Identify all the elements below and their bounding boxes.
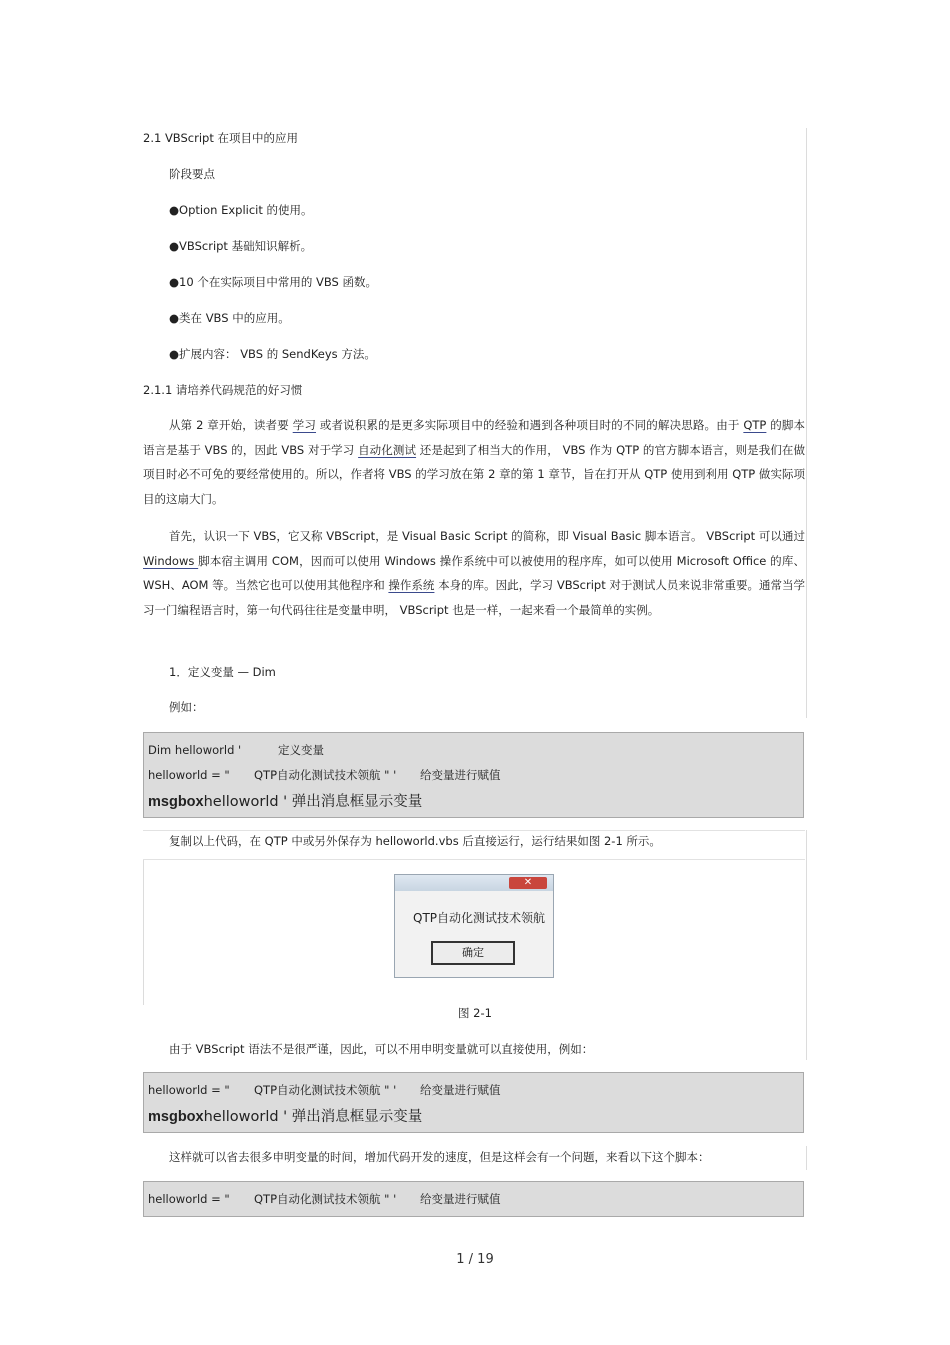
stage-points-title: 阶段要点 [169, 167, 215, 181]
code-block-3 [143, 1181, 804, 1217]
code-line: helloworld = " QTP自动化测试技术领航 " ' 给变量进行赋值 [148, 1192, 501, 1206]
link-windows[interactable]: Windows [143, 553, 199, 568]
link-study[interactable]: 学习 [292, 418, 317, 432]
code-line: msgboxhelloworld ' 弹出消息框显示变量 [148, 794, 423, 810]
section-divider [143, 830, 805, 831]
code-line: helloworld = " QTP自动化测试技术领航 " ' 给变量进行赋值 [148, 1083, 501, 1097]
bullet-item: ●扩展内容： VBS 的 SendKeys 方法。 [169, 347, 376, 361]
code-block-2 [143, 1072, 804, 1133]
step-heading: 1．定义变量 — Dim [169, 665, 276, 679]
close-icon[interactable]: ✕ [509, 877, 547, 889]
paragraph-vbs-intro: 首先，认识一下 VBS，它又称 VBScript，是 Visual Basic Script 的简称，即 Visual Basic 脚本语言。 VBScript 可以通过 Windows 脚本宿主调用 COM，因而可以使用 Windows 操作系统中可以被使用的程序库，如可以使用 Microsoft Office 的库、 WSH、AOM 等。当然它也可以使用其他程序和 操作系统 本身的库。因此，学习 VBScript 对于测试人员来说非常重要。通常当学习一门编程语言时，第一句代码往往是变量申明， VBScript 也是一样，一起来看一个最简单的实例。 [143, 529, 806, 617]
message-box-dialog [394, 874, 554, 978]
figure-caption: 图 2-1 [458, 1006, 492, 1020]
right-margin-rule [806, 1146, 807, 1170]
right-margin-rule [806, 128, 807, 718]
code-line: msgboxhelloworld ' 弹出消息框显示变量 [148, 1109, 423, 1125]
section-heading: 2.1 VBScript 在项目中的应用 [143, 131, 299, 145]
bullet-item: ●VBScript 基础知识解析。 [169, 239, 313, 253]
paragraph-loose-syntax: 由于 VBScript 语法不是很严谨，因此，可以不用申明变量就可以直接使用，例如： [169, 1042, 594, 1056]
code-line: Dim helloworld ' 定义变量 [148, 743, 324, 757]
bullet-item: ●Option Explicit 的使用。 [169, 203, 313, 217]
left-margin-rule [143, 860, 144, 1005]
link-operating-system[interactable]: 操作系统 [388, 578, 435, 592]
right-margin-rule [806, 830, 807, 1060]
code-line: helloworld = " QTP自动化测试技术领航 " ' 给变量进行赋值 [148, 768, 501, 782]
bullet-item: ●10 个在实际项目中常用的 VBS 函数。 [169, 275, 377, 289]
link-qtp[interactable]: QTP [743, 418, 767, 432]
paragraph-copy: 复制以上代码，在 QTP 中或另外保存为 helloworld.vbs 后直接运行，运行结果如图 2-1 所示。 [169, 834, 661, 848]
dialog-message: QTP自动化测试技术领航 [413, 911, 546, 925]
paragraph-problem: 这样就可以省去很多申明变量的时间，增加代码开发的速度，但是这样会有一个问题，来看以下这个脚本： [169, 1150, 710, 1164]
code-block-1 [143, 732, 804, 818]
ok-button[interactable]: 确定 [431, 941, 515, 965]
link-automation-testing[interactable]: 自动化测试 [358, 442, 417, 457]
page-number: 1 / 19 [456, 1252, 494, 1267]
bullet-item: ●类在 VBS 中的应用。 [169, 311, 290, 325]
section-divider [143, 859, 805, 860]
paragraph-intro: 从第 2 章开始，读者要 学习 或者说积累的是更多实际项目中的经验和遇到各种项目时的不同的解决思路。由于 QTP 的脚本语言是基于 VBS 的，因此 VBS 对于学习 自动化测试 还是起到了相当大的作用， VBS 作为 QTP 的官方脚本语言，则是我们在做项目时必不可免的要经常使用的。所以，作者将 VBS 的学习放在第 2 章的第 1 章节，旨在打开从 QTP 使用到利用 QTP 做实际项目的这扇大门。 [143, 418, 806, 506]
subsection-heading: 2.1.1 请培养代码规范的好习惯 [143, 383, 303, 397]
example-label: 例如： [169, 700, 204, 714]
